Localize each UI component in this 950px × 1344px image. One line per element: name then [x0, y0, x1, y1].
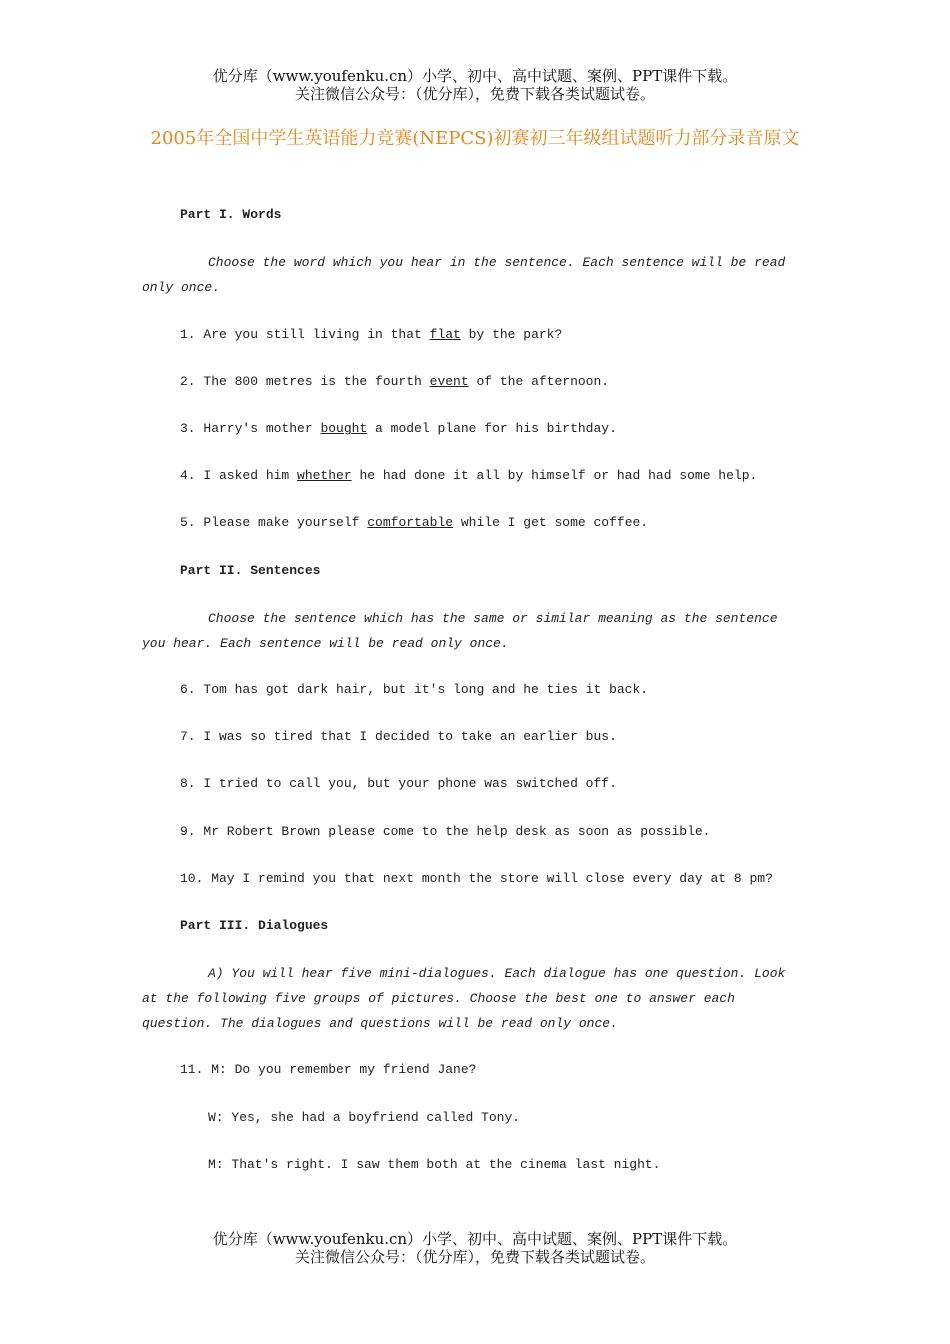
- dialogue-line: M: That's right. I saw them both at the cinema last night.: [208, 1157, 661, 1172]
- page-footer: [0, 1230, 950, 1266]
- target-word: event: [429, 374, 469, 389]
- list-item: 2. The 800 metres is the fourth event of the afternoon.: [180, 374, 610, 389]
- list-item: 5. Please make yourself comfortable while I get some coffee.: [180, 515, 649, 530]
- footer-line-1: 优分库（www.youfenku.cn）小学、初中、高中试题、案例、PPT课件下载。: [212, 1230, 738, 1248]
- list-item: 10. May I remind you that next month the store will close every day at 8 pm?: [180, 871, 773, 886]
- dialogue-line: W: Yes, she had a boyfriend called Tony.: [208, 1110, 521, 1125]
- list-item: 1. Are you still living in that flat by the park?: [180, 327, 563, 342]
- part3-instruction: A) You will hear five mini-dialogues. Each dialogue has one question. Look at the following five groups of pictures. Choose the best one to answer each question. The dialogues and questions will be read only once.: [142, 966, 786, 1031]
- footer-line-2: 关注微信公众号：（优分库），免费下载各类试题试卷。: [294, 1248, 655, 1266]
- part1-instruction: Choose the word which you hear in the sentence. Each sentence will be read only once.: [142, 255, 786, 295]
- page-header: [0, 67, 950, 103]
- part1-heading: Part I. Words: [180, 207, 282, 222]
- list-item: 6. Tom has got dark hair, but it's long and he ties it back.: [180, 682, 649, 697]
- header-line-2: 关注微信公众号：（优分库），免费下载各类试题试卷。: [294, 85, 655, 103]
- list-item: 7. I was so tired that I decided to take an earlier bus.: [180, 729, 617, 744]
- target-word: flat: [429, 327, 461, 342]
- list-item: 4. I asked him whether he had done it all by himself or had had some help.: [180, 468, 758, 483]
- target-word: whether: [297, 468, 352, 483]
- list-item: 3. Harry's mother bought a model plane for his birthday.: [180, 421, 617, 436]
- part2-heading: Part II. Sentences: [180, 563, 321, 578]
- part2-instruction: Choose the sentence which has the same or similar meaning as the sentence you hear. Each sentence will be read only once.: [142, 611, 778, 651]
- document-title: 2005年全国中学生英语能力竞赛(NEPCS)初赛初三年级组试题听力部分录音原文: [150, 128, 800, 149]
- header-line-1: 优分库（www.youfenku.cn）小学、初中、高中试题、案例、PPT课件下载。: [212, 67, 738, 85]
- list-item: 9. Mr Robert Brown please come to the help desk as soon as possible.: [180, 824, 711, 839]
- part3-heading: Part III. Dialogues: [180, 918, 329, 933]
- target-word: comfortable: [367, 515, 454, 530]
- list-item: 8. I tried to call you, but your phone was switched off.: [180, 776, 617, 791]
- target-word: bought: [320, 421, 368, 436]
- dialogue-line: 11. M: Do you remember my friend Jane?: [180, 1062, 477, 1077]
